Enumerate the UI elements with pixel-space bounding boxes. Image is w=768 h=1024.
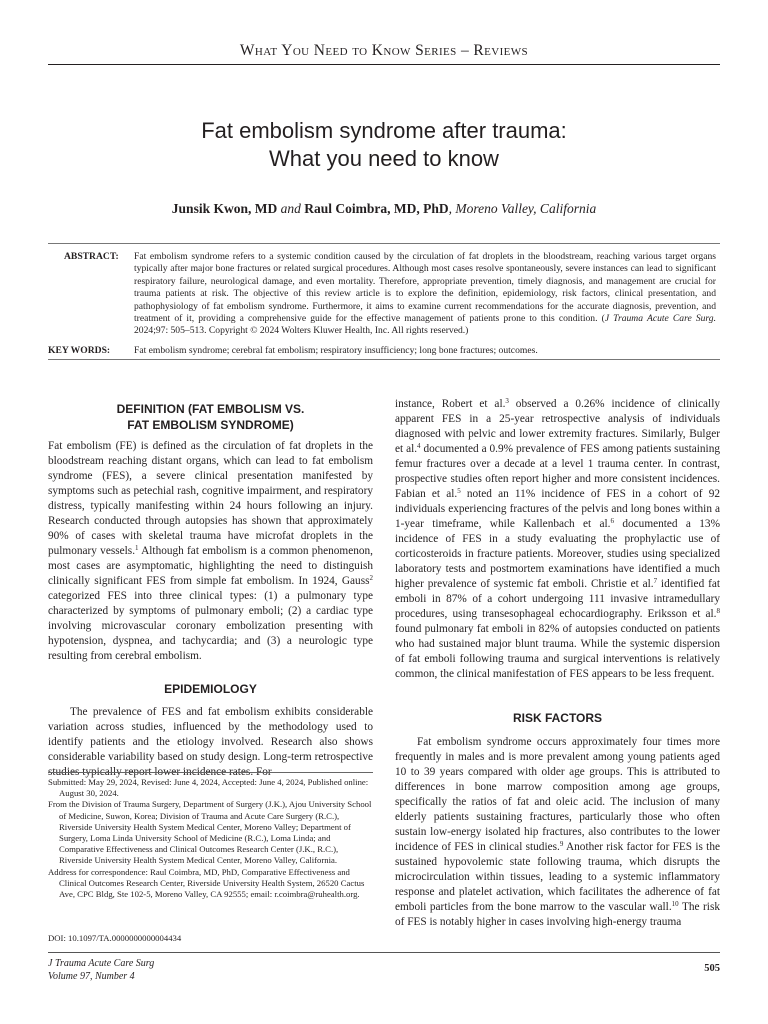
header-rule: [48, 64, 720, 65]
author-2: Raul Coimbra, MD, PhD: [304, 201, 449, 216]
keywords-label: KEY WORDS:: [48, 345, 111, 356]
abstract-citation-open: (: [597, 313, 605, 325]
citation-sup: 8: [716, 607, 720, 615]
footnote-submitted: Submitted: May 29, 2024, Revised: June 4, 2024, Accepted: June 4, 2024, Published online: August 30, 2024.: [48, 777, 369, 799]
citation-sup: 2: [369, 574, 373, 582]
heading-line-2: FAT EMBOLISM SYNDROME): [127, 418, 294, 432]
abstract-citation-rest: 2024;97: 505–513. Copyright © 2024 Wolters Kluwer Health, Inc. All rights reserved.): [134, 325, 469, 337]
citation-sup: 1: [135, 544, 139, 552]
citation-sup: 3: [505, 397, 509, 405]
abstract-body: Fat embolism syndrome refers to a systemic condition caused by the circulation of fat droplets in the bloodstream, reaching various target organs typically after major bone fractures or related surgical procedures. Although most cases resolve spontaneously, severe instances can lead to significant respiratory failure, neurological damage, and even mortality. Therefore, appropriate prevention, timely diagnosis, and management are crucial for trauma patients at risk. The objective of this review article is to explore the definition, epidemiology, risk factors, clinical presentation, and pathophysiology of fat embolism syndrome. Furthermore, it aims to examine current recommendations for the accurate diagnosis, prevention, and treatment of it, providing a comprehensive guide for the effective management of patients prone to this condition.: [134, 251, 716, 325]
footnote-correspondence: Address for correspondence: Raul Coimbra, MD, PhD, Comparative Effectiveness and Clinical Outcomes Research Center, Riverside University Health System, 26520 Cactus Ave, CPC Bldg, Ste 102-5, Moreno Valley, CA 92555; email: r.coimbra@ruhealth.org.: [48, 866, 365, 900]
series-header: What You Need to Know Series – Reviews: [239, 42, 529, 59]
citation-sup: 9: [559, 840, 564, 848]
citation-sup: 5: [457, 487, 461, 495]
text-run: Fat embolism syndrome occurs approximately four times more frequently in males and is more prevalent among young patients aged 10 to 39 years compared with older age groups. This is attributed to differences in bone marrow composition among age groups, specifically the ratios of fat and oleic acid. The inclusion of many elderly patients sustaining fractures, particularly those who often sustain low-energy isolated hip fractures, also contributes to the lower incidence of FES in clinical studies.: [395, 736, 720, 853]
abstract-text: [134, 251, 716, 338]
text-run: Another risk factor for FES is the sustained hypovolemic state following trauma, which disrupts the microcirculation within tissues, leading to a systemic inflammatory response and platelet activation, which facilitates the adherence of fat emboli particles from the bone marrow to the vascular wall.: [395, 841, 720, 913]
abstract-box: [48, 243, 720, 360]
text-run: documented a 0.9% prevalence of FES among patients sustaining femur fractures over a decade at a level 1 trauma center. In contrast, prospective studies often report higher and more consistent incidences. Fabian et al.: [395, 443, 720, 500]
text-run: found pulmonary fat emboli in 82% of autopsies conducted on patients who had sustained major blunt trauma. While the systemic dispersion of fat emboli following trauma and surgical interventions is relatively common, the clinical manifestation of FES appears to be less frequent.: [395, 623, 720, 680]
citation-sup: 7: [653, 577, 658, 585]
footnote-rule: [48, 772, 373, 773]
right-column: [395, 397, 720, 930]
footer-rule: [48, 952, 720, 953]
citation-sup: 6: [610, 517, 615, 525]
citation-sup: 4: [417, 442, 421, 450]
left-column: [48, 401, 373, 780]
abstract-label: ABSTRACT:: [64, 251, 119, 262]
definition-paragraph: [48, 439, 373, 664]
epidemiology-continued-paragraph: [395, 397, 720, 682]
journal-volume: Volume 97, Number 4: [48, 971, 135, 982]
text-run: noted an 11% incidence of FES in a cohort of 92 individuals experiencing fractures of the pelvis and long bones within a 1-year timeframe, while Kallenbach et al.: [395, 488, 721, 530]
article-title: [0, 117, 768, 173]
journal-info: [48, 957, 154, 983]
epidemiology-paragraph: The prevalence of FES and fat embolism exhibits considerable variation across studies, influenced by the methodology used to identify patients and the etiology involved. Research also shows considerable variability based on study design. Long-term retrospective studies typically report lower incidence rates. For: [48, 706, 373, 778]
text-run: documented a 13% incidence of FES in a study evaluating the prophylactic use of corticosteroids in fracture patients. Moreover, studies using specialized laboratory tests and postmortem examinations have identified a much higher prevalence of systemic fat emboli. Christie et al.: [395, 518, 720, 590]
title-line-2: What you need to know: [269, 146, 499, 171]
text-run: identified fat emboli in 87% of a cohort undergoing 111 invasive intramedullary procedures, using transesophageal echocardiography. Eriksson et al.: [395, 578, 720, 620]
heading-line-1: DEFINITION (FAT EMBOLISM VS.: [116, 402, 305, 416]
author-1: Junsik Kwon, MD: [171, 201, 278, 216]
section-heading-risk-factors: RISK FACTORS: [512, 711, 603, 725]
section-heading-epidemiology: EPIDEMIOLOGY: [164, 682, 257, 696]
keywords-text: Fat embolism syndrome; cerebral fat embolism; respiratory insufficiency; long bone fractures; outcomes.: [134, 345, 538, 356]
author-line: [0, 201, 768, 217]
footnotes: [48, 777, 373, 900]
doi: DOI: 10.1097/TA.0000000000004434: [48, 933, 182, 943]
abstract-citation-journal: J Trauma Acute Care Surg.: [604, 313, 717, 325]
section-heading-definition: [48, 401, 373, 433]
footnote-affiliations: From the Division of Trauma Surgery, Department of Surgery (J.K.), Ajou University School of Medicine, Suwon, Korea; Division of Trauma and Acute Care Surgery (R.C.), Riverside University Health System Medical Center, Moreno Valley; Department of Surgery, Loma Linda University School of Medicine (R.C.), Loma Linda; and Comparative Effectiveness and Clinical Outcomes Research Center (J.K., R.C.), Riverside University Health System Medical Center, Moreno Valley, California.: [48, 799, 372, 866]
text-run: observed a 0.26% incidence of clinically apparent FES in a 25-year retrospective analysis of individuals diagnosed with pelvic and lower extremity fractures. Similarly, Bulger et al.: [395, 398, 720, 455]
author-location: , Moreno Valley, California: [448, 201, 597, 216]
text-run: The risk of FES is notably higher in cases involving high-energy trauma: [395, 901, 720, 928]
text-run: Although fat embolism is a common phenomenon, most cases are asymptomatic, highlighting the need to distinguish clinically significant FES from simple fat embolism. In 1924, Gauss: [48, 545, 373, 587]
title-line-1: Fat embolism syndrome after trauma:: [201, 118, 567, 143]
risk-factors-paragraph: [395, 735, 720, 930]
page-number: 505: [704, 963, 720, 974]
journal-name: J Trauma Acute Care Surg: [48, 958, 155, 969]
text-run: Fat embolism (FE) is defined as the circulation of fat droplets in the bloodstream reaching distant organs, which can lead to fat embolism syndrome (FES), a severe clinical presentation manifested by symptoms such as petechial rash, cognitive impairment, and respiratory distress, typically manifesting within 24 hours following an injury. Research conducted through autopsies has shown that approximately 90% of cases with skeletal trauma have microfat droplets in the pulmonary vessels.: [48, 440, 373, 557]
text-run: categorized FES into three clinical types: (1) a pulmonary type characterized by symptoms of pulmonary emboli; (2) a cardiac type involving microvascular coronary embolization presenting with hypotension, dyspnea, and tachycardia; and (3) a neurologic type resulting from cerebral embolism.: [48, 590, 373, 662]
text-run: instance, Robert et al.: [395, 398, 506, 410]
author-conjunction: and: [280, 201, 301, 216]
citation-sup: 10: [671, 900, 679, 908]
